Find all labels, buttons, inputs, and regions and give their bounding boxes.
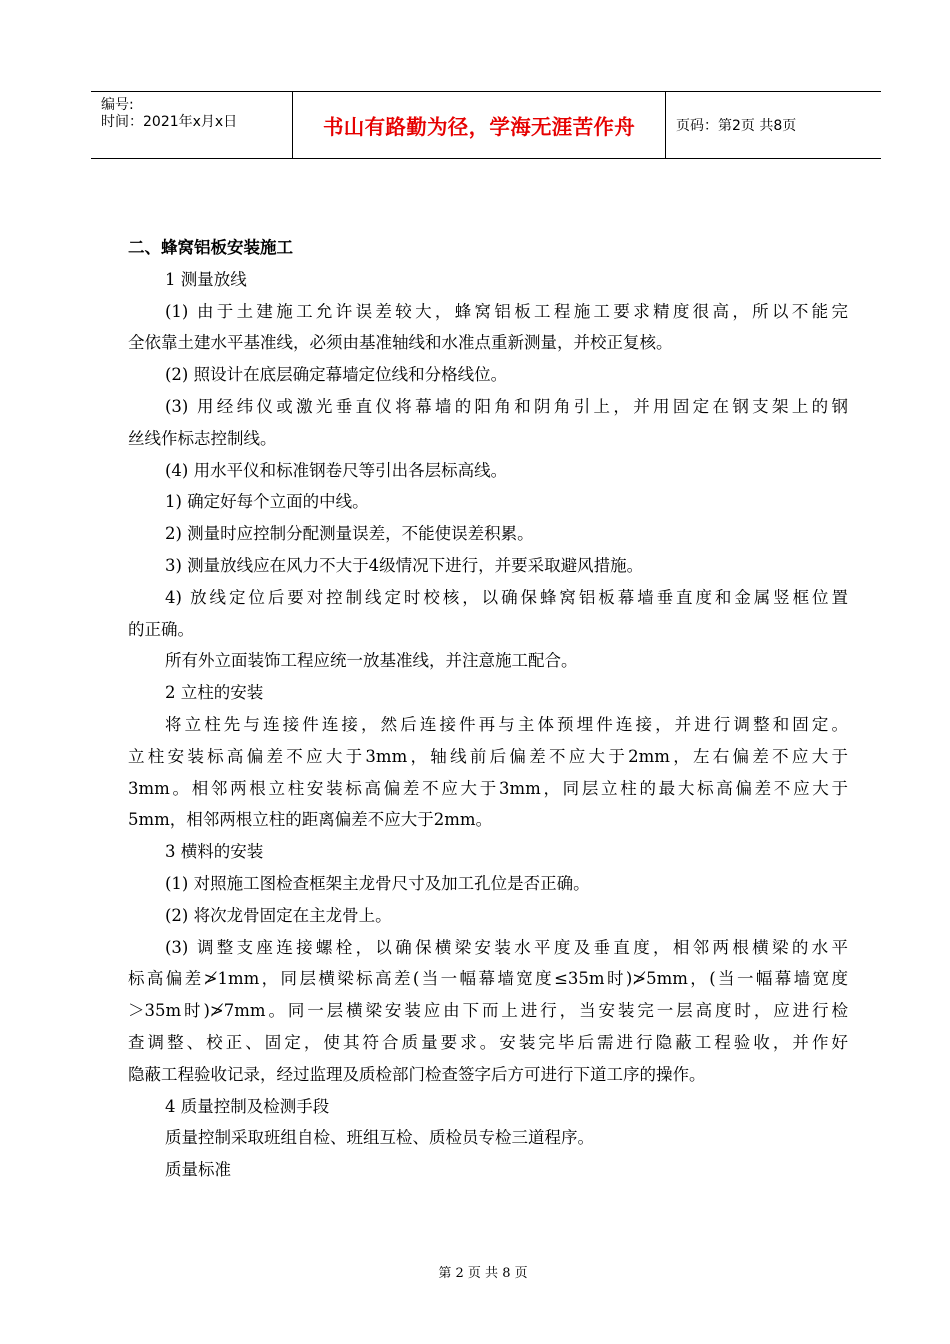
paragraph-line: 3) 测量放线应在风力不大于4级情况下进行，并要采取避风措施。	[165, 555, 644, 575]
paragraph-line: 2 立柱的安装	[165, 683, 264, 703]
header-motto-cell	[293, 92, 666, 158]
paragraph-line: 所有外立面装饰工程应统一放基准线，并注意施工配合。	[165, 651, 578, 671]
paragraph-line: (1) 由于土建施工允许误差较大，蜂窝铝板工程施工要求精度很高，所以不能完	[165, 301, 848, 321]
paragraph-line: 1) 确定好每个立面的中线。	[165, 492, 369, 512]
paragraph-line: (4) 用水平仪和标准钢卷尺等引出各层标高线。	[165, 460, 508, 480]
motto-text: 书山有路勤为径，学海无涯苦作舟	[323, 115, 635, 139]
section-heading: 二、蜂窝铝板安装施工	[128, 238, 293, 257]
paragraph-line: (3) 调整支座连接螺栓，以确保横梁安装水平度及垂直度，相邻两根横梁的水平	[165, 937, 848, 957]
document-body	[128, 232, 848, 1186]
paragraph-line: 3 横料的安装	[165, 842, 264, 862]
paragraph-line: 5mm，相邻两根立柱的距离偏差不应大于2mm。	[128, 810, 493, 830]
time-label: 时间：2021年x月x日	[101, 114, 238, 130]
paragraph-line: 隐蔽工程验收记录，经过监理及质检部门检查签字后方可进行下道工序的操作。	[128, 1064, 706, 1084]
paragraph-line: 质量标准	[165, 1160, 231, 1180]
paragraph-line: 标高偏差≯1mm，同层横梁标高差(当一幅幕墙宽度≤35m时)≯5mm，(当一幅幕墙宽度	[128, 969, 848, 989]
paragraph-line: (1) 对照施工图检查框架主龙骨尺寸及加工孔位是否正确。	[165, 873, 590, 893]
paragraph-line: 丝线作标志控制线。	[128, 428, 277, 448]
paragraph-line: 2) 测量时应控制分配测量误差，不能使误差积累。	[165, 524, 534, 544]
paragraph-line: 将立柱先与连接件连接，然后连接件再与主体预埋件连接，并进行调整和固定。	[165, 714, 848, 734]
header-right-cell	[666, 92, 881, 158]
paragraph-line: (2) 将次龙骨固定在主龙骨上。	[165, 905, 392, 925]
paragraph-line: 全依靠土建水平基准线，必须由基准轴线和水准点重新测量，并校正复核。	[128, 333, 673, 353]
number-label: 编号:	[101, 97, 134, 113]
paragraph-line: 的正确。	[128, 619, 194, 639]
paragraph-line: 质量控制采取班组自检、班组互检、质检员专检三道程序。	[165, 1128, 594, 1148]
page-footer: 第 2 页 共 8 页	[438, 1266, 528, 1281]
paragraph-line: 立柱安装标高偏差不应大于3mm，轴线前后偏差不应大于2mm，左右偏差不应大于	[128, 746, 848, 766]
paragraph-line: (3) 用经纬仪或激光垂直仪将幕墙的阳角和阴角引上，并用固定在钢支架上的钢	[165, 396, 848, 416]
paragraph-line: 1 测量放线	[165, 269, 247, 289]
header-left-cell	[91, 92, 293, 158]
page-info: 页码：第2页 共8页	[676, 118, 797, 134]
paragraph-line: 4 质量控制及检测手段	[165, 1096, 330, 1116]
paragraph-line: (2) 照设计在底层确定幕墙定位线和分格线位。	[165, 365, 508, 385]
paragraph-line: 4) 放线定位后要对控制线定时校核，以确保蜂窝铝板幕墙垂直度和金属竖框位置	[165, 587, 848, 607]
paragraph-line: ＞35m时)≯7mm。同一层横梁安装应由下而上进行，当安装完一层高度时，应进行检	[128, 1001, 848, 1021]
paragraph-line: 3mm。相邻两根立柱安装标高偏差不应大于3mm，同层立柱的最大标高偏差不应大于	[128, 778, 848, 798]
paragraph-line: 查调整、校正、固定，使其符合质量要求。安装完毕后需进行隐蔽工程验收，并作好	[128, 1032, 848, 1052]
document-header	[91, 91, 881, 159]
